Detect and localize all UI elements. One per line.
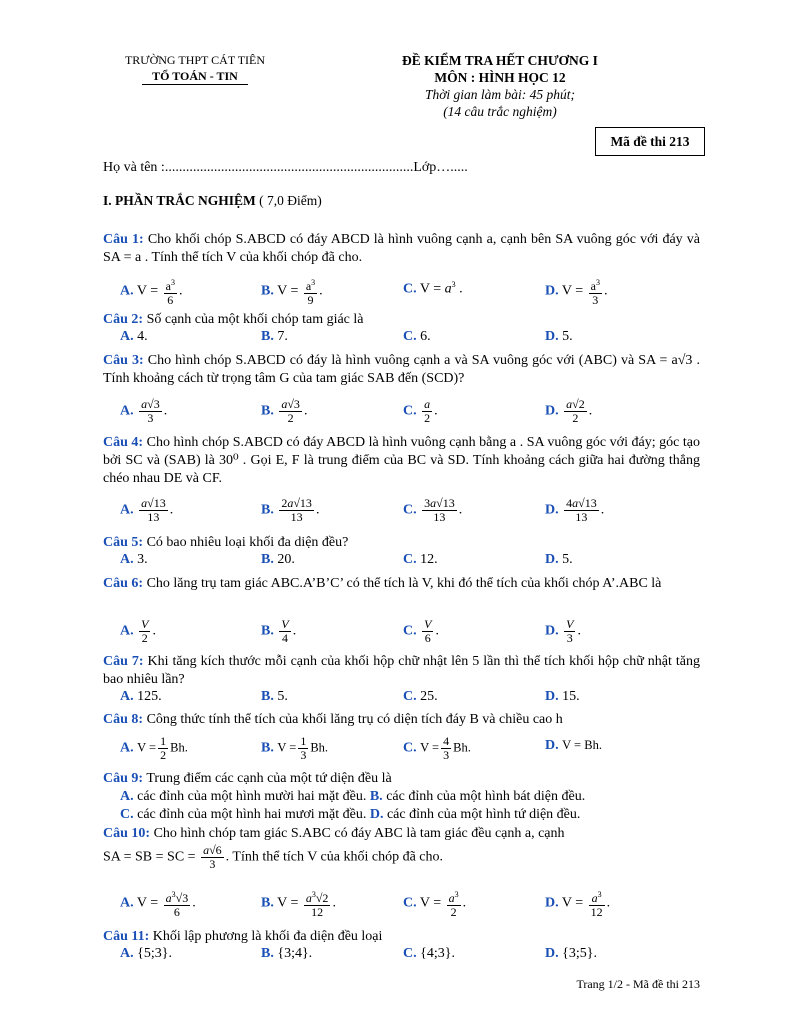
question-label: Câu 9: — [103, 771, 144, 786]
option-value: các đỉnh của một hình tứ diện đều. — [386, 807, 581, 822]
page-footer: Trang 1/2 - Mã đề thi 213 — [576, 977, 700, 991]
option-a[interactable] — [120, 552, 148, 568]
section-name: I. PHẦN TRẮC NGHIỆM — [103, 193, 256, 208]
exam-code-box: Mã đề thi 213 — [595, 127, 705, 156]
option-b[interactable]: B. $\frac{2a√13}{13}$ . — [261, 496, 320, 524]
option-key: A. — [120, 895, 134, 911]
option-key: B. — [261, 689, 274, 704]
question-5 — [103, 534, 700, 552]
option-value: {5;3}. — [137, 946, 172, 961]
question-label: Câu 3: — [103, 353, 144, 368]
option-key: B. — [369, 789, 383, 804]
option-key: B. — [261, 740, 274, 756]
option-value: {4;3}. — [420, 946, 455, 961]
question-6 — [103, 575, 700, 593]
question-text: Số cạnh của một khối chóp tam giác là — [146, 312, 364, 327]
option-value: 5. — [277, 689, 288, 704]
option-b[interactable]: B. V = $\frac{1}{3}$ Bh. — [261, 734, 329, 762]
option-key: B. — [261, 502, 274, 518]
option-b[interactable]: B. $\frac{V}{4}$ . — [261, 617, 297, 645]
options-2 — [120, 329, 700, 349]
option-value: {3;4}. — [277, 946, 313, 961]
option-d[interactable]: D. $\frac{4a√13}{13}$ . — [545, 496, 605, 524]
options-6 — [120, 617, 700, 645]
option-b[interactable]: B. $\frac{a√3}{2}$ . — [261, 397, 308, 425]
options-8 — [120, 734, 700, 762]
question-10-line-2: SA = SB = SC = $\frac{a√6}{3}$ . Tính thể tích V của khối chóp đã cho. — [103, 843, 444, 871]
option-b[interactable] — [261, 946, 312, 962]
option-key: B. — [261, 329, 274, 344]
option-key: B. — [261, 552, 274, 567]
option-value: 20. — [277, 552, 295, 567]
option-value: các đỉnh của một hình mười hai mặt đều. — [137, 789, 367, 804]
option-value: 5. — [562, 329, 573, 344]
option-key: B. — [261, 946, 274, 961]
question-label: Câu 10: — [103, 826, 151, 841]
option-key: B. — [261, 623, 274, 639]
option-value: 6. — [420, 329, 431, 344]
option-a[interactable]: A. $\frac{a√3}{3}$ . — [120, 397, 168, 425]
option-value: 3. — [137, 552, 148, 567]
options-10 — [120, 888, 700, 919]
option-d[interactable]: D. V = $\frac{a^3}{3}$ . — [545, 278, 608, 307]
question-4 — [103, 434, 700, 488]
option-c[interactable]: C. V = $\frac{a^3}{2}$ . — [403, 890, 467, 919]
question-text: Cho khối chóp S.ABCD có đáy ABCD là hình vuông cạnh a, cạnh bên SA vuông góc với đáy và SA = a . Tính thể tích V của khối chóp đã cho. — [103, 232, 701, 265]
option-c[interactable]: C. $\frac{3a√13}{13}$ . — [403, 496, 463, 524]
school-name: TRƯỜNG THPT CÁT TIÊN — [124, 53, 266, 67]
option-key: B. — [261, 895, 274, 911]
question-2 — [103, 311, 700, 329]
option-b[interactable] — [261, 552, 295, 568]
section-score: ( 7,0 Điểm) — [259, 193, 322, 208]
option-value: các đỉnh của một hình hai mươi mặt đều. — [137, 807, 367, 822]
question-text: Cho lăng trụ tam giác ABC.A’B’C’ có thể tích là V, khi đó thể tích của khối chóp A’.ABC là — [146, 576, 662, 591]
options-5 — [120, 552, 700, 572]
options-9 — [120, 788, 700, 824]
question-label: Câu 2: — [103, 312, 144, 327]
option-key: D. — [545, 403, 559, 419]
question-text: Trung điểm các cạnh của một tứ diện đều là — [146, 771, 392, 786]
question-text: Công thức tính thể tích của khối lăng trụ có diện tích đáy B và chiều cao h — [146, 712, 563, 727]
option-value: 4. — [137, 329, 148, 344]
option-key: C. — [403, 552, 417, 567]
question-label: Câu 4: — [103, 435, 144, 450]
option-key: A. — [120, 623, 134, 639]
option-c[interactable] — [403, 329, 431, 345]
option-key: D. — [545, 738, 559, 753]
options-7 — [120, 689, 700, 709]
option-b[interactable] — [261, 329, 288, 345]
question-label: Câu 8: — [103, 712, 144, 727]
question-10 — [103, 825, 700, 843]
option-key: A. — [120, 740, 134, 756]
department-name: TỔ TOÁN - TIN — [142, 68, 248, 85]
question-text: Cho hình chóp S.ABCD có đáy ABCD là hình vuông cạnh bằng a . SA vuông góc với đáy; góc tạo bởi SC và (SAB) là 30⁰ . Gọi E, F là trung điểm của BC và SD. Tính khoảng cách giữa hai đường thẳng chéo nhau DE và CF. — [103, 435, 701, 486]
option-d[interactable] — [545, 329, 573, 345]
options-11 — [120, 946, 700, 966]
option-a[interactable]: A. $\frac{a√13}{13}$ . — [120, 496, 174, 524]
option-key: C. — [403, 502, 417, 518]
option-key: D. — [545, 946, 559, 961]
question-3 — [103, 352, 700, 388]
option-key: D. — [545, 283, 559, 299]
option-key: D. — [545, 329, 559, 344]
option-d[interactable] — [545, 689, 580, 705]
option-key: C. — [403, 689, 417, 704]
question-text: Khối lập phương là khối đa diện đều loại — [152, 929, 383, 944]
option-value: các đỉnh của một hình bát diện đều. — [386, 789, 586, 804]
option-key: A. — [120, 789, 134, 804]
option-d[interactable]: D. $\frac{a√2}{2}$ . — [545, 397, 593, 425]
options-4 — [120, 496, 700, 524]
option-a[interactable] — [120, 329, 148, 345]
option-key: C. — [403, 403, 417, 419]
school-header — [95, 52, 295, 85]
option-value: {3;5}. — [562, 946, 597, 961]
option-key: A. — [120, 283, 134, 299]
option-b[interactable] — [261, 689, 288, 705]
option-key: A. — [120, 403, 134, 419]
option-key: C. — [403, 946, 417, 961]
question-text: Có bao nhiêu loại khối đa diện đều? — [146, 535, 349, 550]
option-key: D. — [545, 895, 559, 911]
option-d[interactable]: D. V = $\frac{a^3}{12}$ . — [545, 890, 611, 919]
option-c[interactable] — [120, 807, 366, 822]
question-1 — [103, 231, 700, 267]
option-d[interactable]: D. $\frac{V}{3}$ . — [545, 617, 581, 645]
option-key: C. — [403, 281, 417, 297]
option-c[interactable] — [403, 946, 455, 962]
option-key: D. — [545, 623, 559, 639]
option-value: 5. — [562, 552, 573, 567]
exam-header — [385, 52, 615, 120]
option-key: B. — [261, 403, 274, 419]
option-c[interactable] — [403, 689, 438, 705]
option-a[interactable] — [120, 789, 366, 804]
option-c[interactable]: C. $V = a^3$ . — [403, 280, 463, 297]
question-text: Khi tăng kích thước mỗi cạnh của khối hộp chữ nhật lên 5 lần thì thể tích khối hộp chữ nhật tăng bao nhiêu lần? — [103, 654, 701, 687]
question-7 — [103, 653, 700, 689]
question-label: Câu 11: — [103, 929, 150, 944]
option-value: 125. — [137, 689, 162, 704]
option-a[interactable]: A. $\frac{V}{2}$ . — [120, 617, 156, 645]
option-key: C. — [403, 895, 417, 911]
option-key: B. — [261, 283, 274, 299]
student-info-line: Họ và tên :.......................................................................Lớp…..... — [103, 160, 468, 175]
options-1 — [120, 276, 700, 307]
option-a[interactable] — [120, 946, 172, 962]
option-key: C. — [403, 329, 417, 344]
option-b[interactable]: B. V = $\frac{a^3}{9}$ . — [261, 278, 323, 307]
option-b[interactable] — [370, 789, 585, 804]
exam-time: Thời gian làm bài: 45 phút; — [424, 87, 576, 102]
option-c[interactable]: C. V = $\frac{4}{3}$ Bh. — [403, 734, 471, 762]
question-label: Câu 7: — [103, 654, 144, 669]
option-b[interactable]: B. V = $\frac{a^3√2}{12}$ . — [261, 890, 336, 919]
option-value: V = Bh. — [562, 738, 602, 752]
option-key: A. — [120, 329, 134, 344]
question-11 — [103, 928, 700, 946]
option-key: C. — [403, 623, 417, 639]
option-c[interactable] — [403, 552, 438, 568]
option-key: D. — [545, 552, 559, 567]
option-c[interactable]: C. $\frac{V}{6}$ . — [403, 617, 439, 645]
option-key: A. — [120, 946, 134, 961]
option-a[interactable] — [120, 689, 162, 705]
option-key: C. — [120, 807, 134, 822]
question-text: Cho hình chóp tam giác S.ABC có đáy ABC là tam giác đều cạnh a, cạnh — [153, 826, 565, 841]
option-value: 15. — [562, 689, 580, 704]
exam-title: ĐỀ KIỂM TRA HẾT CHƯƠNG I — [402, 53, 598, 68]
question-8 — [103, 711, 700, 729]
option-a[interactable]: A. V = $\frac{a^3}{6}$ . — [120, 278, 183, 307]
option-key: A. — [120, 689, 134, 704]
question-label: Câu 5: — [103, 535, 144, 550]
exam-question-count: (14 câu trắc nghiệm) — [443, 104, 557, 119]
option-a[interactable]: A. V = $\frac{1}{2}$ Bh. — [120, 734, 188, 762]
option-c[interactable]: C. $\frac{a}{2}$ . — [403, 397, 438, 425]
options-3 — [120, 397, 700, 425]
question-label: Câu 1: — [103, 232, 144, 247]
option-key: D. — [545, 689, 559, 704]
question-9 — [103, 770, 700, 788]
option-d[interactable] — [545, 738, 602, 754]
option-value: 25. — [420, 689, 438, 704]
option-key: A. — [120, 552, 134, 567]
option-key: D. — [545, 502, 559, 518]
option-value: 7. — [277, 329, 288, 344]
option-value: 12. — [420, 552, 438, 567]
option-key: C. — [403, 740, 417, 756]
option-d[interactable] — [545, 946, 597, 962]
option-key: D. — [369, 807, 384, 822]
question-text: Cho hình chóp S.ABCD có đáy là hình vuông cạnh a và SA vuông góc với (ABC) và SA = a√3 . Tính khoảng cách từ trọng tâm G của tam giác SAB đến (SCD)? — [103, 353, 700, 386]
option-key: A. — [120, 502, 134, 518]
section-title — [103, 193, 322, 209]
option-d[interactable] — [545, 552, 573, 568]
option-d[interactable] — [370, 807, 581, 822]
question-label: Câu 6: — [103, 576, 144, 591]
exam-subject: MÔN : HÌNH HỌC 12 — [434, 70, 566, 85]
option-a[interactable]: A. V = $\frac{a^3√3}{6}$ . — [120, 890, 196, 919]
